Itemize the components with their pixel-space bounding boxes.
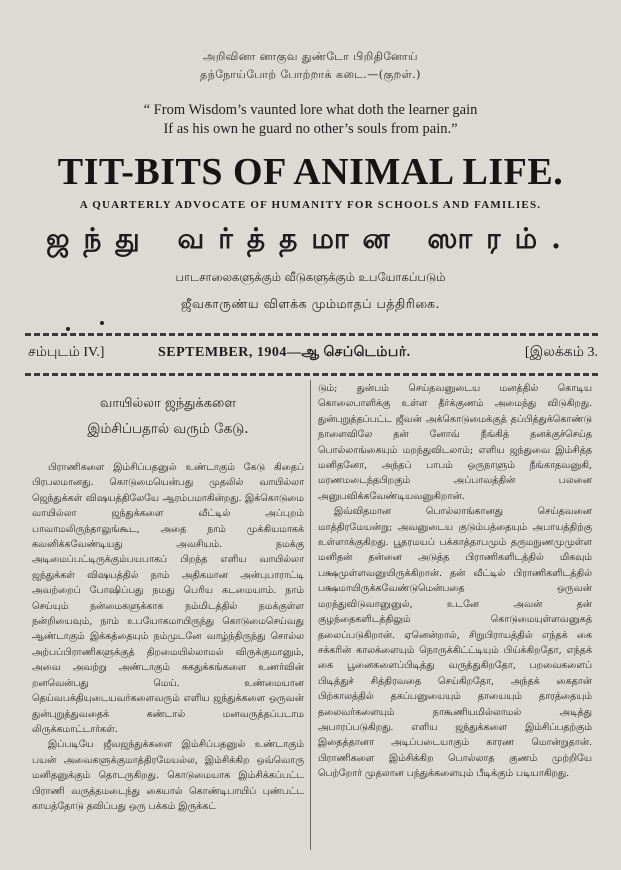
issue-date: SEPTEMBER, 1904—ஆ செப்டெம்பர்.	[158, 345, 411, 360]
masthead-subtitle: A QUARTERLY ADVOCATE OF HUMANITY FOR SCHOOLS AND FAMILIES.	[79, 199, 542, 211]
issue-number: [இலக்கம் 3.	[524, 345, 598, 360]
volume-label: சம்புடம் IV.]	[28, 345, 105, 360]
dashed-rule-bottom	[25, 373, 598, 376]
paragraph: பிராணிகளை இம்சிப்பதனுல் உண்டாகும் கேடு கிதைப் பிரபலமானது. கொடுமையென்பது முதலில் வாயில்லா ஜெந்துக்கள் விஷயத்திலேயே ஆரம்பமாகின்றது. இக்கொடுமை வாயில்லா ஜந்துக்களை வீட்டில் அப்புறம் பாவாமலிருந்தாலுங்கூட, அதை நாம் முக்கியமாகக் கவனிக்கவேண்டியது அவசியம். நமக்கு அடிமைப்பட்டிருக்கும்பயபாகப் பிறந்த எளிய வாயில்லா ஜந்துக்கள் விஷயத்தில் நாம் அதிகமான அன்புபாராட்டி அவற்றைப் போஷிப்பது நமது பெரிய கடமையாம். நாம் செய்யும் நன்மைகளுக்காக நம்மிடத்தில் நமக்குள்ள நன்றியைவும், நாம் உபயோகமாயிருந்து கொடுமைசெய்வது ஆண்டாகும் இக்கத்தையும் நம்முடனே வாழ்ந்திருந்து சொல்ல அற்பப்பிராணிகளுக்குத் திறமையில்லாமல் விருக்குமானும், அவை அவற்று அண்டாகும் சுகதுக்கங்களை உணர்வின் றனவென்பது மெய். உண்மையான தெய்வபக்தியுடையவர்களைவரும் எளிய ஜந்துக்களை ஒருவன் துன்புறுத்துவதைக் கண்டால் மனவருத்தப்படாம லிருக்கமாட்டார்கள்.	[32, 462, 304, 735]
paragraph: இப்படியே ஜீவஜந்துக்களை இம்சிப்பதனுல் உண்டாகும் பயன் அவைகளுக்குமாத்திரமேயல்ல, இம்சிக்கிற ஒவ்வொரு மனிதனுக்கும் தொடருகிறது. கொடுமையாக இம்சிக்கப்பட்ட பிராணி வருத்தமடைந்து கையால் கொண்டிபாயிப் புண்பட்ட காயத்தோடு தவிப்பது ஒரு பக்கம் இருக்கட்	[32, 739, 304, 812]
dateline	[28, 345, 598, 365]
masthead-title: TIT-BITS OF ANIMAL LIFE.	[57, 151, 564, 193]
tamil-tagline-secondary: ஜீவகாருண்ய விளக்க மும்மாதப் பத்திரிகை.	[180, 296, 440, 311]
tamil-masthead-title: ஜந்து வர்த்தமான ஸாரம்.	[46, 222, 575, 255]
ink-dot	[100, 321, 104, 325]
ink-dot	[66, 327, 70, 331]
right-column	[318, 381, 592, 782]
dashed-rule-top	[25, 333, 598, 336]
kural-couplet-line2: தந்நோய்போற் போற்றாக் கடை.—(குறள்.)	[200, 68, 421, 81]
english-epigraph	[0, 101, 621, 139]
article-heading-line1: வாயில்லா ஜந்துக்களை	[99, 396, 237, 411]
paragraph: இவ்விதமான பொல்லாங்கானது செய்தவனை மாத்திரமேயன்று; அவனுடைய குடும்பத்தையும் அபாயத்திற்கு உள்ளாக்குகிறது. பூதரமயப் பக்காத்தாபமும் தருமநுணமுமுள்ள மனிதன் தன்னை அடுத்த பிராணிகளிடத்தில் மிகவும் பக்ஷமுள்ளவனுயிருக்கிறான். தன் வீட்டில் பிராணிகளிடத்தில் பக்ஷமாயிருக்கவேண்டுமென்பதை ஒருவன் மறந்துவிடுவானுனுல், உடனே அவன் தன் குழந்தைகளிடத்திலும் கொடுமையுள்ளவனுகத் தலைப்படுகிறான். ஏனென்றால், சிறுபிராயத்தில் எந்தக் கை சக்கரின் காலக்ளையும் நொருக்கிட்ட்டியும் பிய்க்கிறதோ, எந்தக் கை பூனைகளைப்பிடித்து வருத்துகிறதோ, பறவைகளைப் பிடித்துச் சித்திரவதை செய்கிறதோ, அந்தக் கைதான் பிற்காலத்தில் தகப்பனுயையும் தாயையும் தாரத்தையும் தலைவர்களையும் நாகூணியமில்லாமல் அடித்து அபாரப்படுகிறது. எளிய ஜந்துக்களை இம்சிப்பதற்கும் இதைத்தானா அடிப்படையாகும் காரண மொன்றுதான். பிராணிகளை இம்சிக்கிற பொல்லாத குணம் முற்றியே பெற்றோர் முதலான பந்துக்களையும் பீடிக்கும் படியாகிறது.	[318, 506, 592, 780]
tamil-tagline: பாடசாலைகளுக்கும் வீடுகளுக்கும் உபயோகப்படும்	[175, 270, 446, 284]
article-heading-line2: இம்சிப்பதால் வரும் கேடு.	[87, 421, 249, 437]
epigraph-line1: “ From Wisdom’s vaunted lore what doth the learner gain	[143, 102, 478, 118]
left-column	[32, 460, 304, 814]
epigraph-line2: If as his own he guard no other’s souls from pain.”	[163, 121, 458, 137]
column-divider	[310, 380, 311, 850]
kural-couplet-line1: அறிவினா னாகுவ துண்டோ பிறிதினோய்	[203, 50, 418, 63]
paragraph: டும்; துன்பம் செய்தவனுடைய மனத்தில் கொடிய கொலைபாளிக்கு உள்ள தீர்க்குணம் அமைந்து விடுகிறது. துன்புறுத்தப்பட்ட ஜீவன் அக்கொடுமைக்குத் தப்பித்துக்கொண்டு நாளைவிலே தன் னோவ் நீங்கித் தனக்குச்செய்த பொல்லாங்கையும் மறந்துவிடலாம்; எளிய ஜந்துவை இம்சித்த மனிதனோ, அந்தப் பாபம் ஒருநாளும் நீங்காதவனுகி, மரணமடைந்தபிறகும் அப்பாவத்தின் பலனை அனுபவிக்கவேண்டியவனுகிறான்.	[318, 383, 592, 502]
